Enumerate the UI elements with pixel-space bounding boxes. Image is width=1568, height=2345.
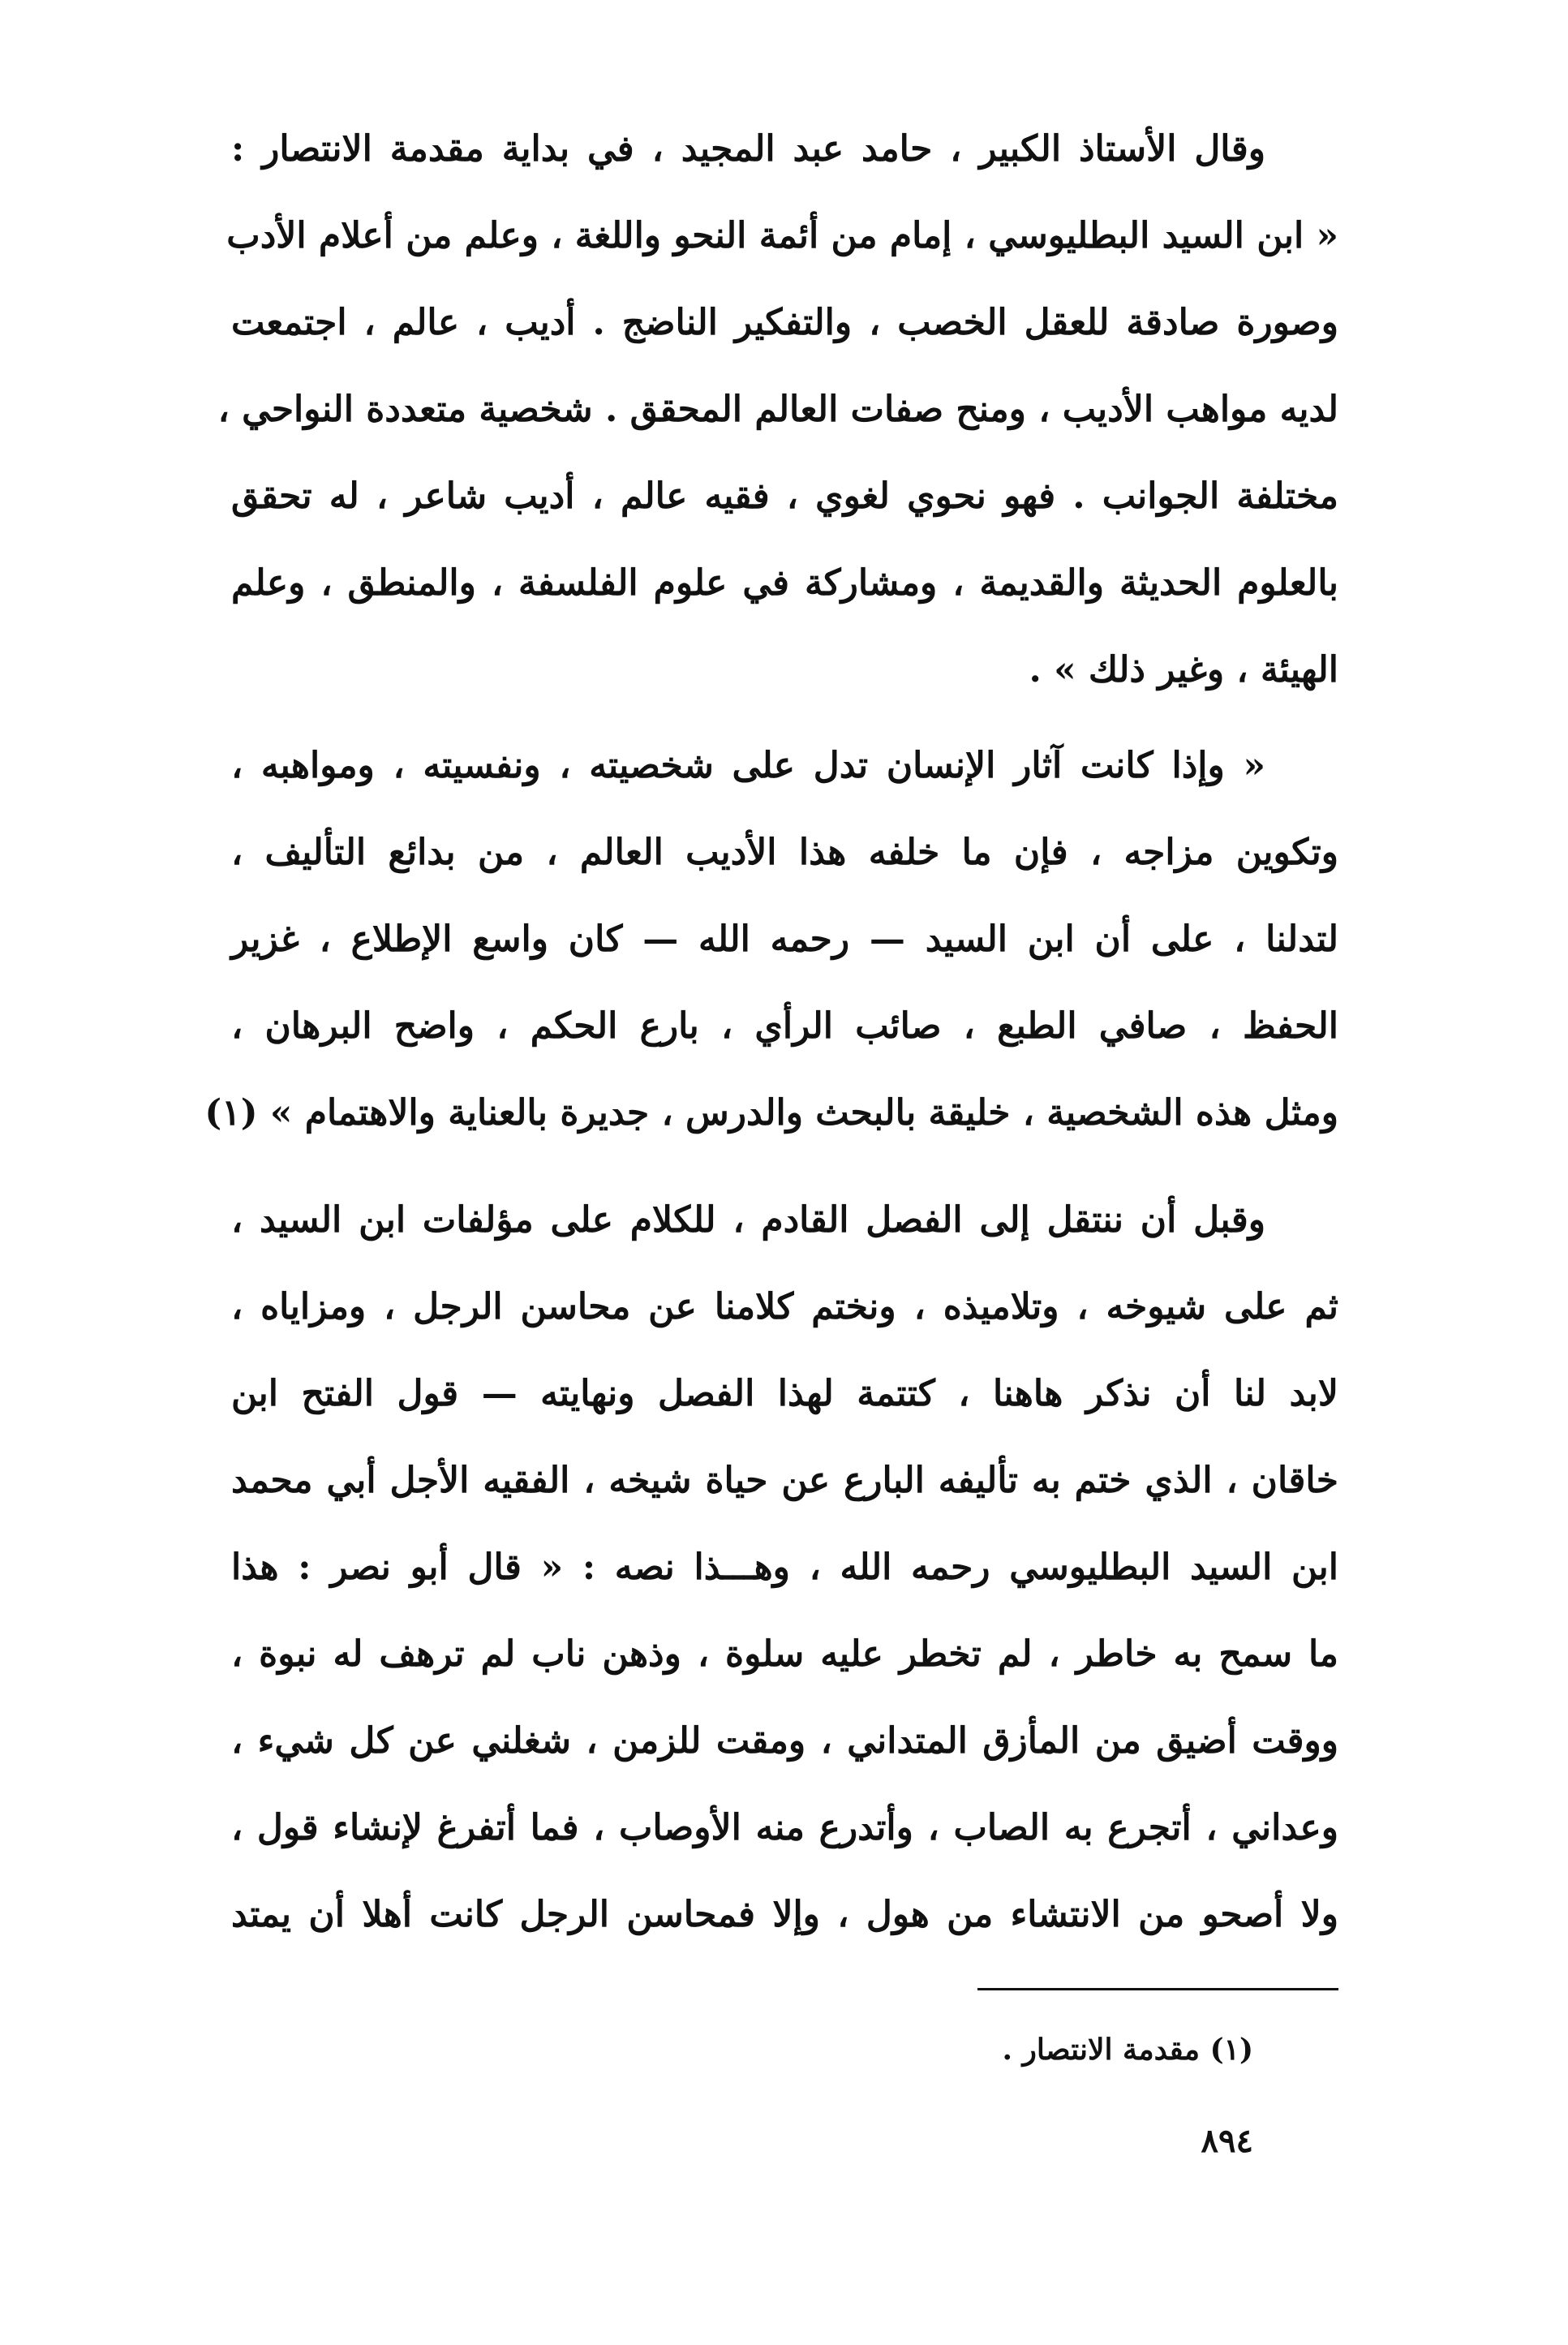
text-line: الهيئة ، وغير ذلك » . (1029, 649, 1338, 691)
footnote: (١) مقدمة الانتصار . (1002, 2033, 1253, 2067)
paragraph-quote-hamid (217, 105, 1338, 713)
text-line: وقبل أن ننتقل إلى الفصل القادم ، للكلام على مؤلفات ابن السيد ، (231, 1199, 1265, 1241)
page-number: ٨٩٤ (1201, 2122, 1253, 2160)
text-line: وعداني ، أتجرع به الصاب ، وأتدرع منه الأوصاب ، فما أتفرغ لإنشاء قول ، (231, 1807, 1338, 1848)
text-line: ولا أصحو من الانتشاء من هول ، وإلا فمحاسن الرجل كانت أهلا أن يمتد (231, 1894, 1338, 1935)
text-line: خاقان ، الذي ختم به تأليفه البارع عن حياة شيخه ، الفقيه الأجل أبي محمد (231, 1460, 1338, 1501)
text-line: ما سمح به خاطر ، لم تخطر عليه سلوة ، وذهن ناب لم ترهف له نبوة ، (231, 1633, 1338, 1675)
text-line: لابد لنا أن نذكر هاهنا ، كتتمة لهذا الفصل ونهايته — قول الفتح ابن (231, 1373, 1338, 1414)
text-line: وتكوين مزاجه ، فإن ما خلفه هذا الأديب العالم ، من بدائع التأليف ، (231, 832, 1338, 873)
footnote-divider (977, 1988, 1338, 1990)
text-line: الحفظ ، صافي الطبع ، صائب الرأي ، بارع الحكم ، واضح البرهان ، (231, 1005, 1339, 1047)
text-line: « ابن السيد البطليوسي ، إمام من أئمة النحو واللغة ، وعلم من أعلام الأدب (226, 215, 1338, 256)
paragraph-fath-ibn-khaqan (231, 1177, 1338, 1958)
text-line: لديه مواهب الأديب ، ومنح صفات العالم المحقق . شخصية متعددة النواحي ، (217, 389, 1338, 430)
text-line: لتدلنا ، على أن ابن السيد — رحمه الله — كان واسع الإطلاع ، غزير (231, 919, 1338, 960)
text-line: مختلفة الجوانب . فهو نحوي لغوي ، فقيه عالم ، أديب شاعر ، له تحقق (231, 475, 1338, 517)
text-line: ثم على شيوخه ، وتلاميذه ، ونختم كلامنا عن محاسن الرجل ، ومزاياه ، (231, 1286, 1338, 1327)
text-line: ابن السيد البطليوسي رحمه الله ، وهـــذا نصه : « قال أبو نصر : هذا (231, 1547, 1338, 1588)
text-line: وقال الأستاذ الكبير ، حامد عبد المجيد ، في بداية مقدمة الانتصار : (231, 128, 1265, 170)
text-line: وصورة صادقة للعقل الخصب ، والتفكير الناضج . أديب ، عالم ، اجتمعت (231, 302, 1338, 343)
text-line: بالعلوم الحديثة والقديمة ، ومشاركة في علوم الفلسفة ، والمنطق ، وعلم (231, 562, 1338, 604)
text-line: ووقت أضيق من المأزق المتداني ، ومقت للزمن ، شغلني عن كل شيء ، (231, 1720, 1338, 1762)
paragraph-quote-continued (204, 722, 1339, 1156)
text-line: « وإذا كانت آثار الإنسان تدل على شخصيته ، ونفسيته ، ومواهبه ، (231, 745, 1265, 786)
text-line: ومثل هذه الشخصية ، خليقة بالبحث والدرس ، جديرة بالعناية والاهتمام » (١) (204, 1092, 1338, 1134)
